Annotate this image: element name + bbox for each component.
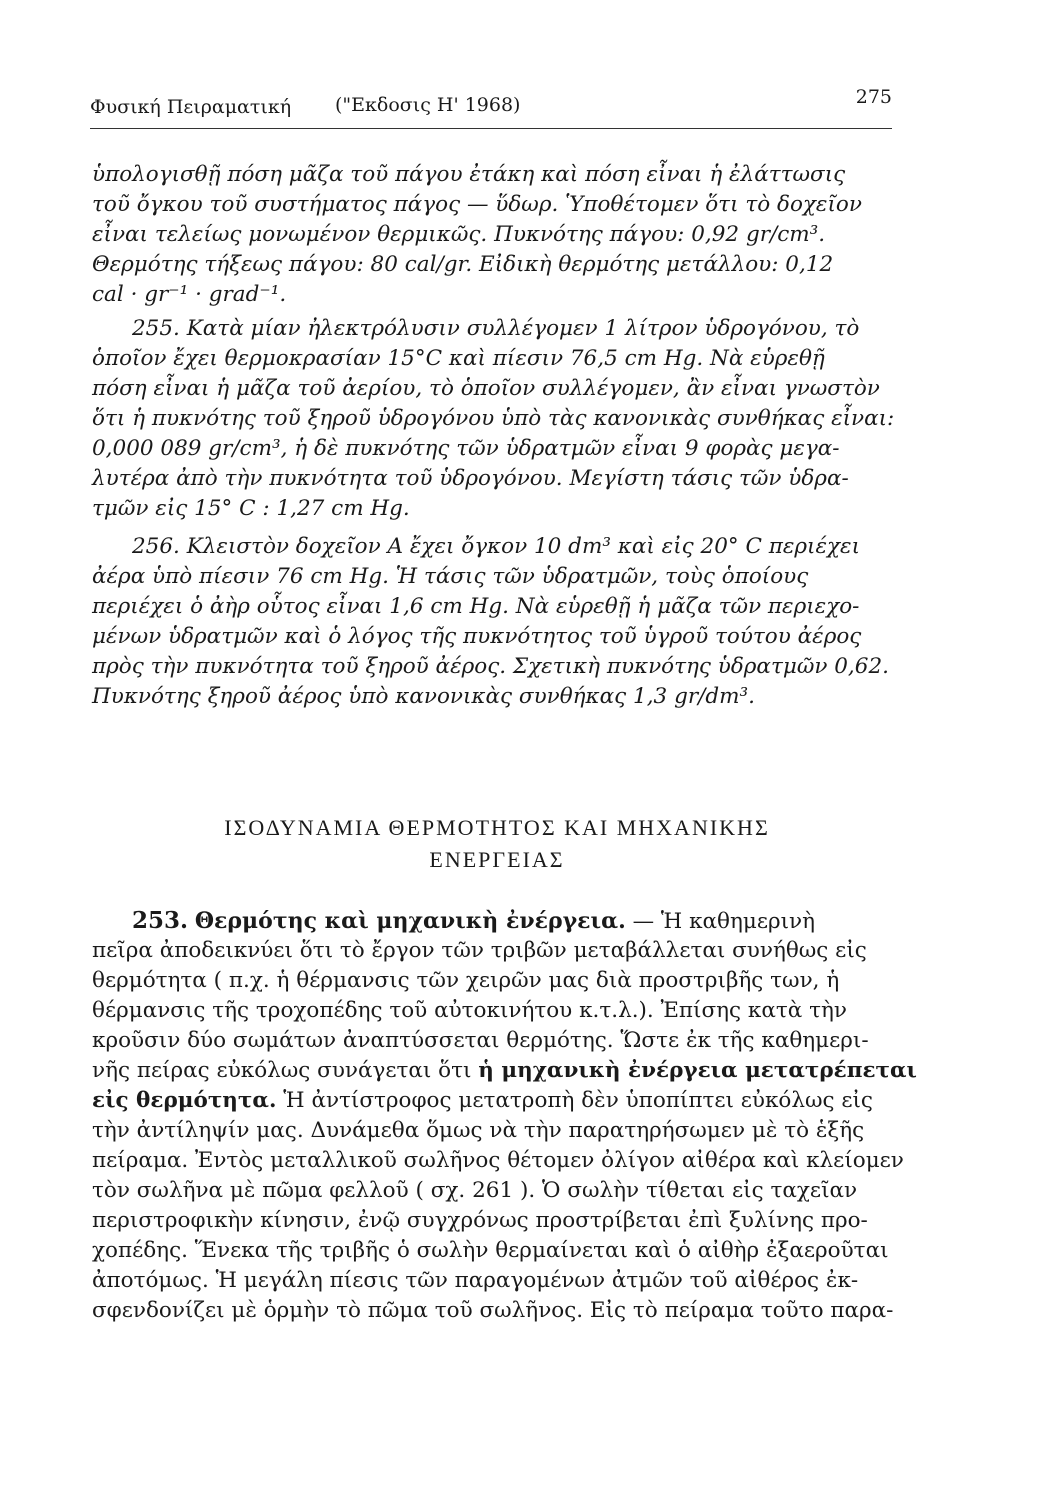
text-line: τὴν ἀντίληψίν μας. Δυνάμεθα ὅμως νὰ τὴν παρατηρήσωμεν μὲ τὸ ἑξῆς bbox=[92, 1118, 865, 1143]
text-line: ὁποῖον ἔχει θερμοκρασίαν 15°C καὶ πίεσιν 76,5 cm Hg. Νὰ εὑρεθῇ bbox=[92, 346, 825, 371]
chapter-heading-line: ΙΣΟΔΥΝΑΜΙΑ ΘΕΡΜΟΤΗΤΟΣ ΚΑΙ ΜΗΧΑΝΙΚΗΣ bbox=[224, 815, 770, 840]
text-line: μένων ὑδρατμῶν καὶ ὁ λόγος τῆς πυκνότητος τοῦ ὑγροῦ τούτου ἀέρος bbox=[92, 624, 862, 649]
text-line: τοῦ ὄγκου τοῦ συστήματος πάγος — ὕδωρ. Ὑποθέτομεν ὅτι τὸ δοχεῖον bbox=[92, 192, 862, 217]
text-line: τμῶν εἰς 15° C : 1,27 cm Hg. bbox=[92, 496, 410, 521]
text-line: πρὸς τὴν πυκνότητα τοῦ ξηροῦ ἀέρος. Σχετικὴ πυκνότης ὑδρατμῶν 0,62. bbox=[92, 654, 889, 679]
text-line: θέρμανσις τῆς τροχοπέδης τοῦ αὐτοκινήτου κ.τ.λ.). Ἐπίσης κατὰ τὴν bbox=[92, 998, 847, 1023]
text-line: περιστροφικὴν κίνησιν, ἐνῷ συγχρόνως προστρίβεται ἐπὶ ξυλίνης προ- bbox=[92, 1208, 868, 1233]
running-header bbox=[90, 88, 892, 129]
text-line: κροῦσιν δύο σωμάτων ἀναπτύσσεται θερμότης. Ὥστε ἐκ τῆς καθημερι- bbox=[92, 1028, 869, 1053]
problem-number: 255. bbox=[132, 316, 180, 341]
text-line: ὅτι ἡ πυκνότης τοῦ ξηροῦ ὑδρογόνου ὑπὸ τὰς κανονικὰς συνθήκας εἶναι: bbox=[92, 406, 895, 431]
text-line: τὸν σωλῆνα μὲ πῶμα φελλοῦ ( σχ. 261 ). Ὁ σωλὴν τίθεται εἰς ταχεῖαν bbox=[92, 1178, 858, 1203]
text-line: πεῖρα ἀποδεικνύει ὅτι τὸ ἔργον τῶν τριβῶν μεταβάλλεται συνήθως εἰς bbox=[92, 938, 867, 963]
text-line: ἀποτόμως. Ἡ μεγάλη πίεσις τῶν παραγομένων ἀτμῶν τοῦ αἰθέρος ἐκ- bbox=[92, 1268, 859, 1293]
text-line: σφενδονίζει μὲ ὁρμὴν τὸ πῶμα τοῦ σωλῆνος. Εἰς τὸ πείραμα τοῦτο παρα- bbox=[92, 1298, 894, 1323]
text-line: λυτέρα ἀπὸ τὴν πυκνότητα τοῦ ὑδρογόνου. Μεγίστη τάσις τῶν ὑδρα- bbox=[92, 466, 849, 491]
problem-255 bbox=[92, 314, 902, 524]
text-line: ὑπολογισθῇ πόση μᾶζα τοῦ πάγου ἐτάκη καὶ πόση εἶναι ἡ ἐλάττωσις bbox=[92, 162, 846, 187]
text-line: 255. Κατὰ μίαν ἠλεκτρόλυσιν συλλέγομεν 1 λίτρον ὑδρογόνου, τὸ bbox=[132, 316, 860, 341]
text-span: Ἡ ἀντίστροφος μετατροπὴ δὲν ὑποπίπτει εὐκόλως εἰς bbox=[276, 1088, 873, 1113]
text-line: cal · gr⁻¹ · grad⁻¹. bbox=[92, 282, 287, 307]
section-title: Θερμότης καὶ μηχανικὴ ἐνέργεια. bbox=[194, 908, 626, 934]
chapter-heading-line: ΕΝΕΡΓΕΙΑΣ bbox=[429, 847, 565, 872]
text-line: 0,000 089 gr/cm³, ἡ δὲ πυκνότης τῶν ὑδρατμῶν εἶναι 9 φορὰς μεγα- bbox=[92, 436, 840, 461]
text-line: Πυκνότης ξηροῦ ἀέρος ὑπὸ κανονικὰς συνθήκας 1,3 gr/dm³. bbox=[92, 684, 755, 709]
text-line: 256. Κλειστὸν δοχεῖον Α ἔχει ὄγκον 10 dm³ καὶ εἰς 20° C περιέχει bbox=[132, 534, 861, 559]
text-line: πόση εἶναι ἡ μᾶζα τοῦ ἀερίου, τὸ ὁποῖον συλλέγομεν, ἂν εἶναι γνωστὸν bbox=[92, 376, 880, 401]
page-number: 275 bbox=[855, 86, 892, 108]
edition-label: ("Εκδοσις Η' 1968) bbox=[335, 94, 521, 116]
text-line: θερμότητα ( π.χ. ἡ θέρμανσις τῶν χειρῶν μας διὰ προστριβῆς των, ἡ bbox=[92, 968, 840, 993]
bold-phrase: ἡ μηχανικὴ ἐνέργεια μετατρέπεται bbox=[478, 1058, 917, 1083]
problem-256 bbox=[92, 532, 902, 712]
text-line bbox=[92, 1086, 902, 1116]
text-line: πείραμα. Ἐντὸς μεταλλικοῦ σωλῆνος θέτομεν ὀλίγον αἰθέρα καὶ κλείομεν bbox=[92, 1148, 904, 1173]
book-title: Φυσική Πειραματική bbox=[90, 96, 292, 118]
text-line: Θερμότης τήξεως πάγου: 80 cal/gr. Εἰδικὴ θερμότης μετάλλου: 0,12 bbox=[92, 252, 834, 277]
text-line bbox=[92, 1056, 917, 1086]
section-first-line-rest: — Ἡ καθημερινὴ bbox=[625, 909, 815, 934]
problem-continuation bbox=[92, 160, 902, 310]
bold-phrase: εἰς θερμότητα. bbox=[92, 1088, 277, 1113]
section-number: 253. bbox=[132, 907, 189, 934]
text-line: ἀέρα ὑπὸ πίεσιν 76 cm Hg. Ἡ τάσις τῶν ὑδρατμῶν, τοὺς ὁποίους bbox=[92, 564, 809, 589]
text-line: εἶναι τελείως μονωμένον θερμικῶς. Πυκνότης πάγου: 0,92 gr/cm³. bbox=[92, 222, 826, 247]
section-253 bbox=[92, 906, 917, 1326]
chapter-heading bbox=[92, 812, 902, 876]
text-span: νῆς πείρας εὐκόλως συνάγεται ὅτι bbox=[92, 1058, 479, 1083]
section-title-line bbox=[92, 906, 902, 936]
problem-number: 256. bbox=[132, 534, 180, 559]
text-line: χοπέδης. Ἕνεκα τῆς τριβῆς ὁ σωλὴν θερμαίνεται καὶ ὁ αἰθὴρ ἐξαεροῦται bbox=[92, 1238, 889, 1263]
text-line: περιέχει ὁ ἀὴρ οὗτος εἶναι 1,6 cm Hg. Νὰ εὑρεθῇ ἡ μᾶζα τῶν περιεχο- bbox=[92, 594, 860, 619]
